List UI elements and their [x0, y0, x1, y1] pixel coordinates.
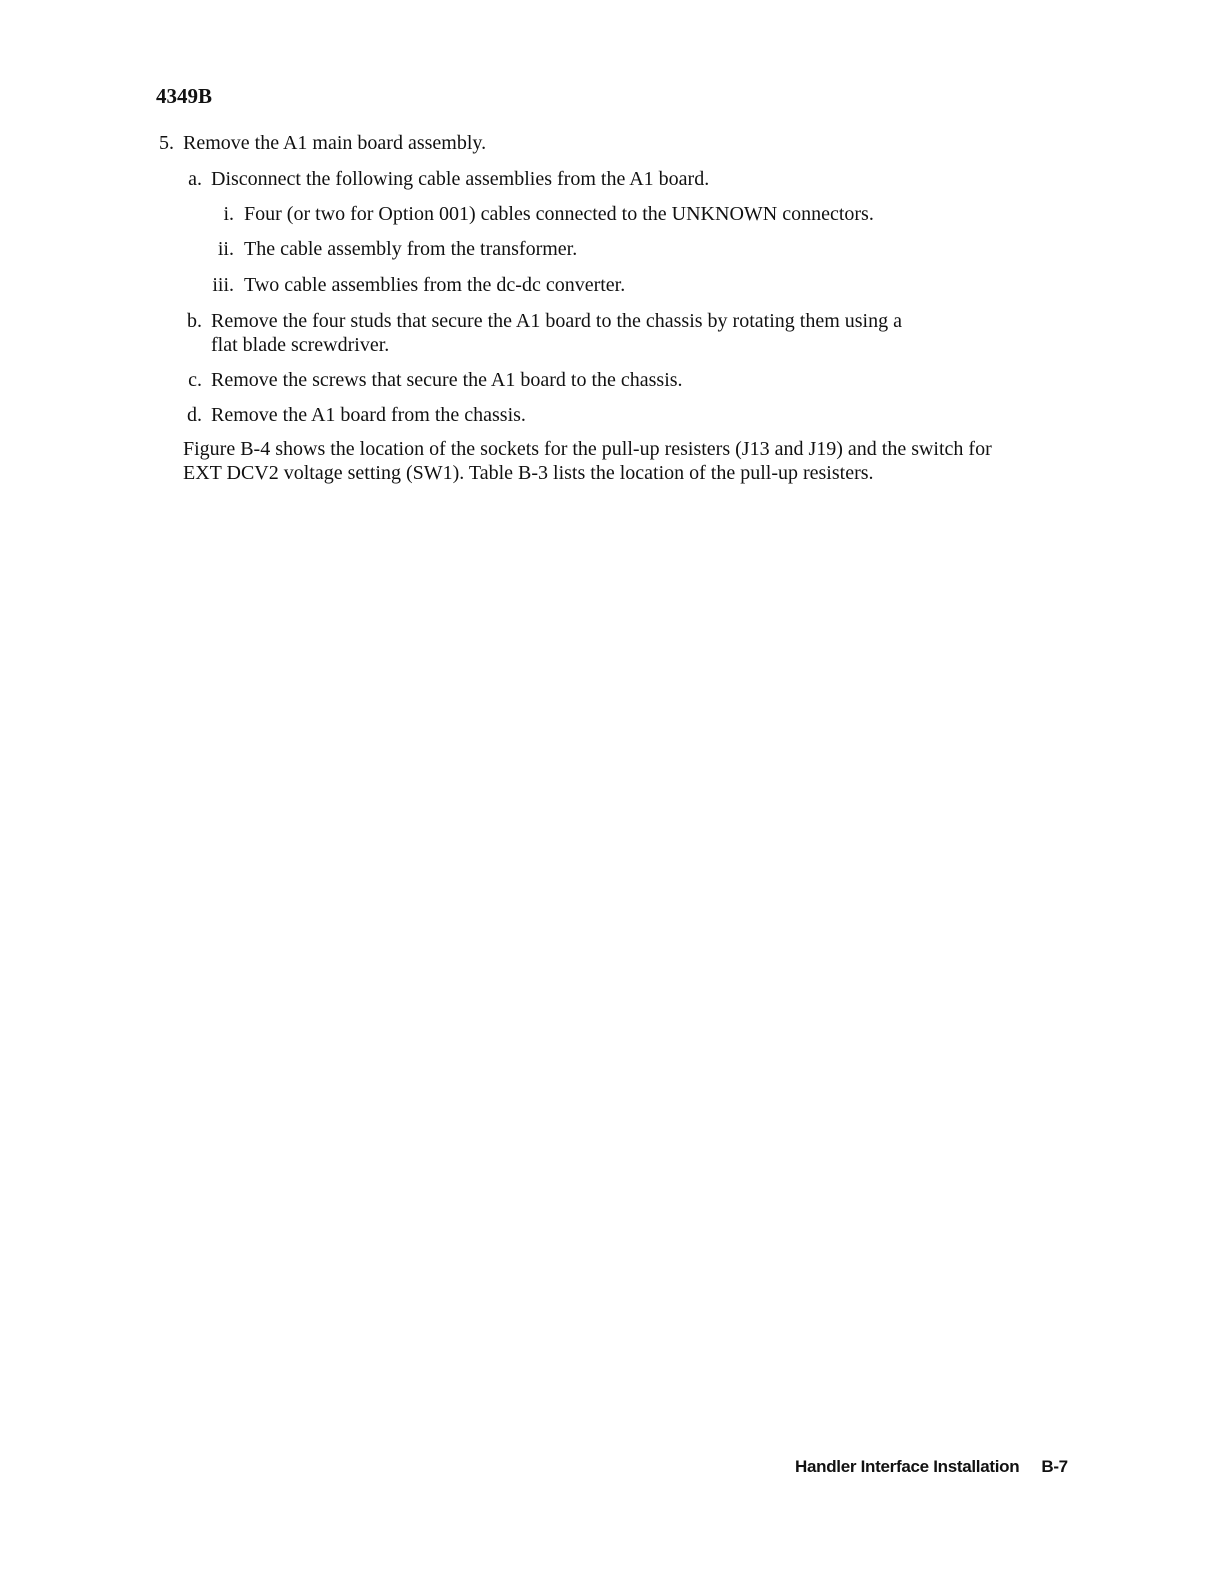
item-ii-text: The cable assembly from the transformer.	[244, 238, 578, 260]
item-iii-text: Two cable assemblies from the dc-dc converter.	[244, 274, 626, 296]
model-number: 4349B	[156, 84, 213, 108]
substep-c-text: Remove the screws that secure the A1 board to the chassis.	[211, 369, 683, 391]
footer-section-title: Handler Interface Installation	[795, 1457, 1020, 1476]
substep-a-text: Disconnect the following cable assemblies from the A1 board.	[211, 168, 710, 190]
substep-b-line2: flat blade screwdriver.	[211, 334, 390, 356]
substep-b-line1: Remove the four studs that secure the A1 board to the chassis by rotating them using a	[211, 310, 902, 332]
item-ii-label: ii.	[217, 238, 234, 260]
figure-reference-paragraph: Figure B-4 shows the location of the sockets for the pull-up resisters (J13 and J19) and the switch for EXT DCV2 voltage setting (SW1). Table B-3 lists the location of the pull-up resisters.	[183, 438, 992, 484]
item-i-text: Four (or two for Option 001) cables connected to the UNKNOWN connectors.	[244, 203, 874, 225]
item-iii-label: iii.	[212, 274, 234, 296]
page-number: B-7	[1041, 1457, 1068, 1476]
item-i-label: i.	[223, 203, 234, 225]
substep-c-label: c.	[188, 369, 202, 391]
substep-a-label: a.	[188, 168, 202, 190]
step-5-number: 5.	[159, 132, 174, 154]
substep-d-text: Remove the A1 board from the chassis.	[211, 404, 526, 426]
substep-b-label: b.	[187, 310, 202, 332]
substep-b-cont	[211, 333, 389, 357]
step-5-text: Remove the A1 main board assembly.	[183, 132, 487, 154]
substep-d-label: d.	[187, 404, 202, 426]
page-footer	[795, 1457, 1068, 1477]
